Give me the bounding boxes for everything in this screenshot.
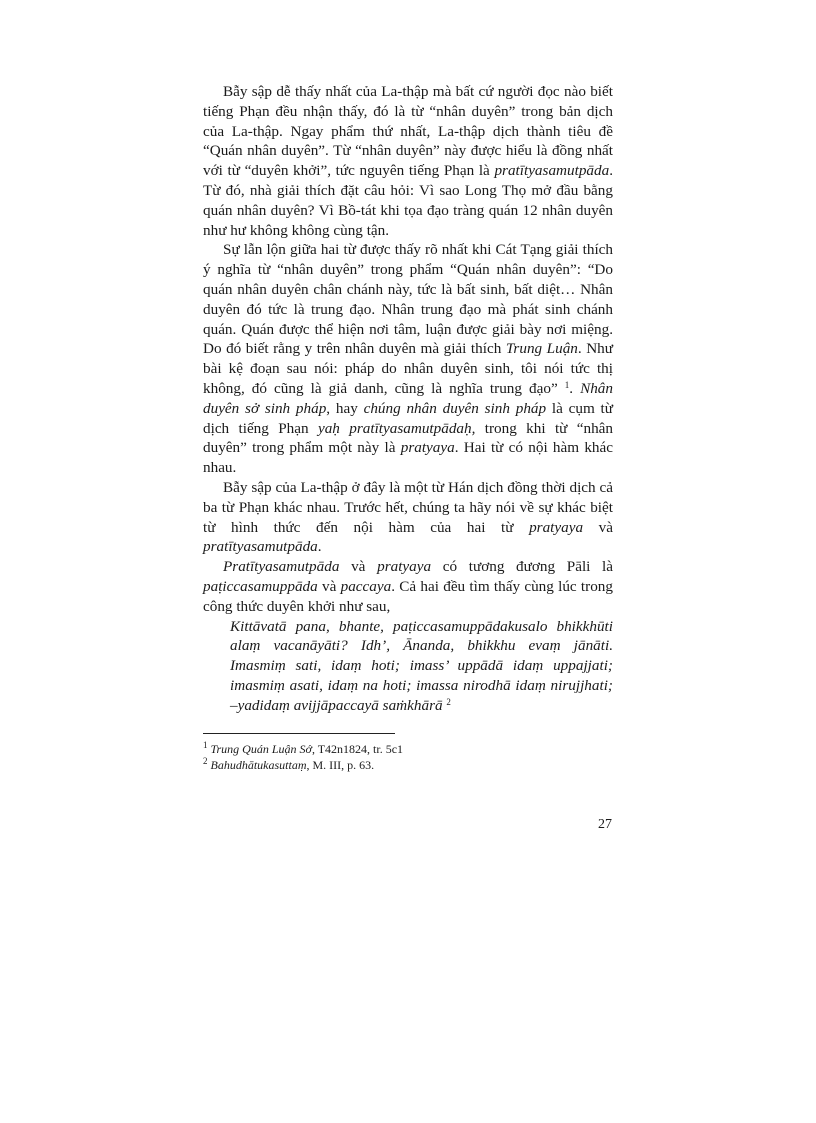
text-run: và	[339, 558, 378, 576]
paragraph	[203, 478, 613, 557]
text-run: là cụm từ dịch tiếng Phạn	[203, 399, 614, 437]
page-body	[203, 82, 613, 773]
text-run: , T42n1824, tr. 5c1	[311, 741, 404, 756]
italic-term: Nhân duyên sở sinh pháp	[203, 379, 613, 417]
italic-term: Trung Luận	[505, 340, 578, 358]
italic-term: Pratītyasamutpāda	[223, 558, 340, 576]
italic-term: paṭiccasamuppāda	[203, 577, 318, 595]
footnote-mark: 1	[203, 739, 208, 750]
text-run: có tương đương Pāli là	[431, 558, 613, 576]
main-text	[203, 82, 613, 617]
text-run: và	[317, 577, 341, 595]
text-run: .	[317, 538, 322, 556]
text-run: Bẫy sập dễ thấy nhất của La-thập mà bất cứ người đọc nào biết tiếng Phạn đều nhận thấy, đó là từ “nhân duyên” trong bản dịch của La-thập. Ngay phẩm thứ nhất, La-thập dịch thành tiêu đề “Quán nhân duyên”. Từ “nhân duyên” này được hiểu là đồng nhất với từ “duyên khởi”, tức nguyên tiếng Phạn là	[203, 83, 613, 180]
footnote	[203, 757, 613, 773]
text-run: và	[583, 518, 613, 536]
text-run: . Hai từ có nội hàm khác nhau.	[203, 439, 613, 477]
footnotes	[203, 741, 613, 773]
quote-footnote-ref: 2	[446, 696, 451, 707]
text-run: , M. III, p. 63.	[306, 757, 375, 772]
page-number: 27	[598, 817, 612, 832]
footnote-divider	[203, 733, 395, 734]
italic-term: paccaya	[340, 577, 392, 595]
text-run: Sự lẫn lộn giữa hai từ được thấy rõ nhất khi Cát Tạng giải thích ý nghĩa từ “nhân duyên” trong phẩm “Quán nhân duyên”: “Do quán nhân duyên chân chánh này, tức là bất sinh, bất diệt… Nhân duyên đó tức là trung đạo. Nhân trung đạo mà phát sinh chánh quán. Quán được thể hiện nơi tâm, luận được giải bày nơi miệng. Do đó biết rằng y trên nhân duyên mà giải thích	[203, 241, 613, 358]
italic-term: pratītyasamutpāda	[494, 162, 610, 180]
italic-term: pratītyasamutpāda	[203, 538, 318, 556]
text-run: .	[569, 379, 581, 397]
text-run: . Như bài kệ đoạn sau nói: pháp do nhân duyên sinh, tôi nói tức thị không, đó cũng là giả danh, cũng là nghĩa trung đạo”	[203, 340, 614, 397]
text-run: . Từ đó, nhà giải thích đặt câu hỏi: Vì sao Long Thọ mở đầu bằng quán nhân duyên? Vì Bồ-tát khi tọa đạo tràng quán 12 nhân duyên như hư không không cùng tận.	[203, 162, 613, 239]
text-run: . Cả hai đều tìm thấy cùng lúc trong công thức duyên khởi như sau,	[203, 577, 613, 615]
italic-term: yaḥ pratītyasamutpādaḥ,	[317, 419, 476, 437]
footnote-mark: 2	[203, 755, 208, 766]
italic-term: pratyaya	[400, 439, 455, 457]
pali-quote	[230, 617, 613, 716]
text-run: trong khi từ “nhân duyên” trong phẩm một này là	[203, 419, 614, 457]
italic-term: Bahudhātukasuttaṃ	[210, 757, 307, 772]
italic-term: Trung Quán Luận Sớ	[210, 741, 312, 756]
text-run: Bẫy sập của La-thập ở đây là một từ Hán dịch đồng thời dịch cả ba từ Phạn khác nhau. Trước hết, chúng ta hãy nói về sự khác biệt từ hình thức đến nội hàm của hai từ	[203, 478, 613, 536]
italic-term: chúng nhân duyên sinh pháp	[363, 399, 547, 417]
paragraph	[203, 557, 613, 616]
footnote-ref: 1	[564, 379, 570, 390]
paragraph	[203, 82, 613, 240]
italic-term: pratyaya	[529, 518, 584, 536]
text-run: , hay	[326, 399, 364, 417]
paragraph	[203, 240, 613, 478]
quote-text: Kittāvatā pana, bhante, paṭiccasamuppādakusalo bhikkhūti alaṃ vacanāyāti? Idh’, Ānanda, bhikkhu evaṃ jānāti. Imasmiṃ sati, idaṃ hoti; imass’ uppādā idaṃ uppajjati; imasmiṃ asati, idaṃ na hoti; imassa nirodhā idaṃ nirujjhati; –yadidaṃ avijjāpaccayā saṁkhārā	[230, 617, 613, 714]
italic-term: pratyaya	[377, 558, 432, 576]
footnote	[203, 741, 613, 757]
